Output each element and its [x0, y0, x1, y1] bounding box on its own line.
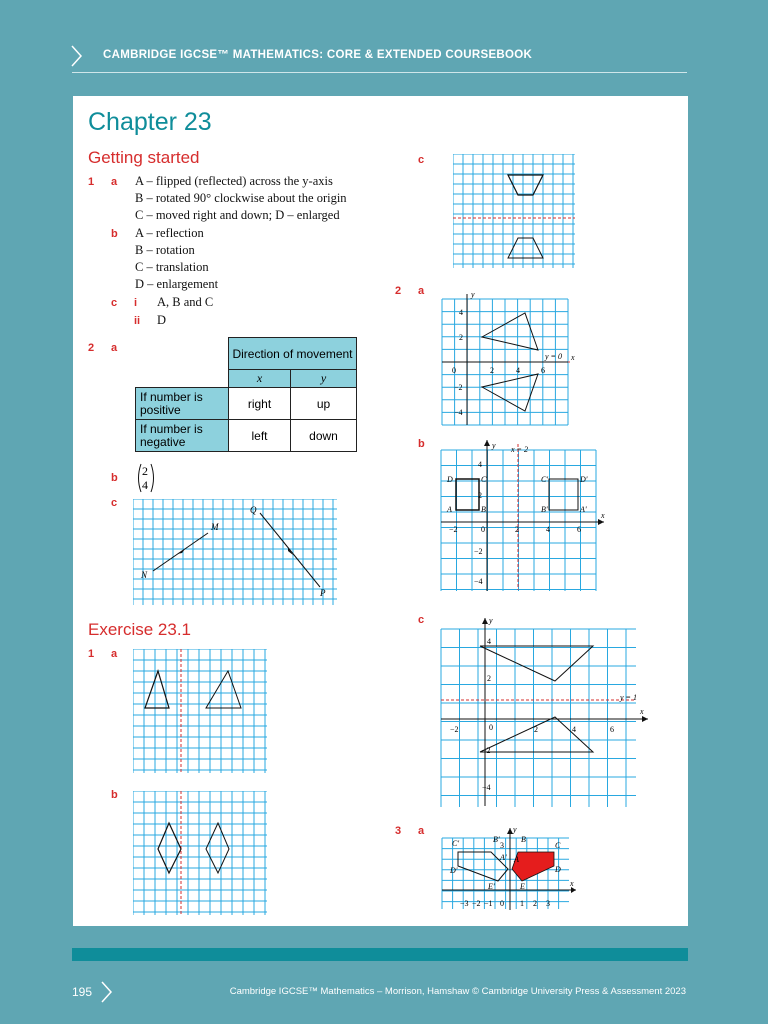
tick-label: −2	[454, 383, 463, 392]
copyright-text: Cambridge IGCSE™ Mathematics – Morrison, Hamshaw © Cambridge University Press & Assessment 2023	[229, 986, 686, 997]
tick-label: 2	[478, 491, 482, 500]
answer-line: A, B and C	[157, 295, 214, 309]
axis-label: x	[640, 707, 644, 716]
book-title: CAMBRIDGE IGCSE™ MATHEMATICS: CORE & EXTENDED COURSEBOOK	[103, 49, 533, 61]
point-label: P	[320, 588, 326, 598]
tick-label: −4	[454, 408, 463, 417]
answer-line: B – rotation	[135, 243, 195, 257]
tick-label: −3	[460, 899, 469, 908]
tick-label: 3	[500, 841, 504, 850]
grid-diagram-gs-1c	[453, 154, 575, 268]
table-header: Direction of movement	[229, 338, 357, 370]
point-label: D'	[450, 866, 458, 875]
part-label: a	[111, 342, 118, 354]
chevron-right-icon	[100, 980, 114, 1004]
page-header	[0, 0, 768, 90]
part-label: c	[418, 614, 425, 626]
column-header-y: y	[291, 370, 357, 388]
coordinate-grid-2b	[438, 438, 608, 596]
page-number: 195	[72, 985, 93, 999]
tick-label: −2	[472, 899, 481, 908]
part-label: b	[111, 472, 118, 484]
tick-label: −4	[474, 577, 483, 586]
part-label: c	[418, 154, 425, 166]
point-label: A'	[580, 505, 587, 514]
tick-label: 4	[516, 366, 520, 375]
tick-label: 6	[610, 725, 614, 734]
point-label: D'	[580, 475, 588, 484]
point-label: N	[141, 570, 148, 580]
point-label: D	[555, 865, 561, 874]
part-label: b	[418, 438, 425, 450]
page-content	[73, 96, 688, 926]
tick-label: −2	[449, 525, 458, 534]
tick-label: 4	[478, 460, 482, 469]
subpart-label: i	[134, 297, 138, 309]
tick-label: 4	[572, 725, 576, 734]
tick-label: −4	[482, 783, 491, 792]
axis-label: x	[601, 511, 605, 520]
part-label: a	[111, 648, 118, 660]
table-cell: left	[229, 420, 291, 452]
column-header-x: x	[229, 370, 291, 388]
point-label: E	[520, 882, 525, 891]
part-label: b	[111, 228, 118, 240]
tick-label: 2	[515, 525, 519, 534]
tick-label: 1	[520, 899, 524, 908]
answer-line: D	[157, 313, 167, 327]
tick-label: 4	[546, 525, 550, 534]
tick-label: 0	[500, 899, 504, 908]
point-label: A'	[500, 853, 507, 862]
grid-diagram-1b	[133, 791, 267, 915]
tick-label: 2	[534, 725, 538, 734]
tick-label: 6	[541, 366, 545, 375]
point-label: B	[521, 835, 526, 844]
question-number: 1	[88, 176, 95, 188]
answer-line: A – flipped (reflected) across the y-axis	[135, 174, 333, 188]
tick-label: 6	[577, 525, 581, 534]
axis-label: y	[489, 616, 493, 625]
point-label: D	[447, 475, 453, 484]
coordinate-grid-2a	[440, 289, 580, 429]
grid-diagram-1a	[133, 649, 267, 773]
axis-label: y	[513, 826, 517, 834]
tick-label: 2	[533, 899, 537, 908]
subpart-label: ii	[134, 315, 141, 327]
axis-label: y	[471, 290, 475, 299]
point-label: A	[447, 505, 452, 514]
point-label: B'	[541, 505, 548, 514]
vector-bottom: 4	[142, 478, 148, 492]
grid-diagram-2c	[133, 499, 337, 605]
point-label: M	[211, 522, 219, 532]
table-row	[136, 388, 357, 420]
footer-bar	[72, 948, 688, 961]
row-header: If number is positive	[136, 388, 229, 420]
axis-label: x	[571, 353, 575, 362]
tick-label: 4	[487, 637, 491, 646]
tick-label: 2	[487, 674, 491, 683]
tick-label: −1	[484, 899, 493, 908]
direction-table	[135, 337, 357, 452]
part-label: b	[111, 789, 118, 801]
answer-line: B – rotated 90° clockwise about the origin	[135, 191, 347, 205]
point-label: B	[481, 505, 486, 514]
axis-label: y	[492, 441, 496, 450]
coordinate-grid-3a	[438, 826, 578, 914]
part-label: a	[418, 285, 425, 297]
point-label: C'	[541, 475, 549, 484]
column-vector	[135, 462, 157, 494]
question-number: 2	[88, 342, 95, 354]
section-exercise: Exercise 23.1	[88, 620, 191, 639]
tick-label: 3	[546, 899, 550, 908]
answer-line: C – moved right and down; D – enlarged	[135, 208, 340, 222]
vector-top: 2	[142, 464, 148, 478]
origin-label: 0	[489, 723, 493, 732]
table-cell: down	[291, 420, 357, 452]
point-label: E'	[488, 882, 495, 891]
part-label: c	[111, 297, 118, 309]
point-label: C	[481, 475, 487, 484]
tick-label: −2	[474, 547, 483, 556]
tick-label: −2	[482, 746, 491, 755]
coordinate-grid-2c	[438, 612, 656, 808]
question-number: 1	[88, 648, 95, 660]
point-label: A	[514, 855, 519, 864]
question-number: 2	[395, 285, 402, 297]
origin-label: 0	[452, 366, 456, 375]
point-label: B'	[493, 835, 500, 844]
chevron-right-icon	[70, 44, 84, 68]
table-cell: right	[229, 388, 291, 420]
chapter-title: Chapter 23	[88, 108, 212, 136]
point-label: C	[555, 841, 561, 850]
origin-label: 0	[481, 525, 485, 534]
header-rule	[72, 72, 687, 73]
line-label: x = 2	[511, 445, 528, 454]
line-label: y = 0	[545, 352, 562, 361]
part-label: a	[111, 176, 118, 188]
axis-label: x	[570, 879, 574, 888]
part-label: c	[111, 497, 118, 509]
tick-label: −2	[450, 725, 459, 734]
table-cell: up	[291, 388, 357, 420]
line-label: y = 1	[620, 693, 637, 702]
answer-line: C – translation	[135, 260, 209, 274]
point-label: C'	[452, 839, 460, 848]
question-number: 3	[395, 825, 402, 837]
tick-label: 2	[490, 366, 494, 375]
tick-label: 2	[459, 333, 463, 342]
section-getting-started: Getting started	[88, 148, 200, 167]
row-header: If number is negative	[136, 420, 229, 452]
table-row	[136, 420, 357, 452]
answer-line: A – reflection	[135, 226, 204, 240]
point-label: Q	[250, 505, 257, 515]
tick-label: 4	[459, 308, 463, 317]
part-label: a	[418, 825, 425, 837]
answer-line: D – enlargement	[135, 277, 219, 291]
